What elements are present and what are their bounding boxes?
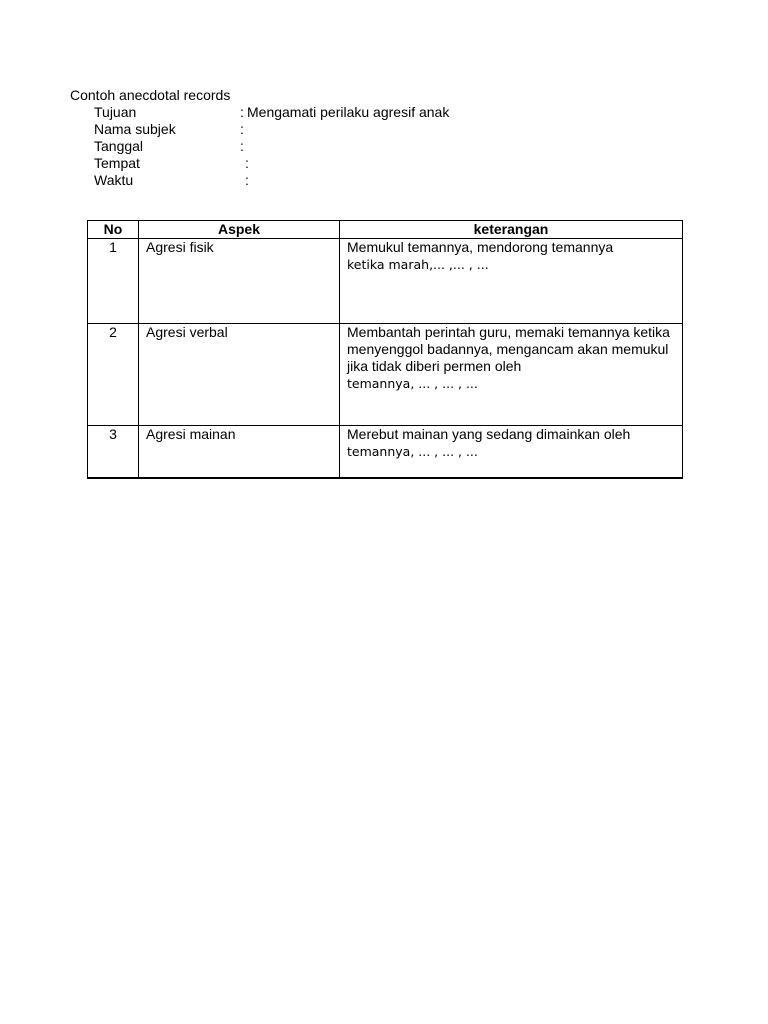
meta-separator: : xyxy=(245,155,249,171)
keterangan-text: Memukul temannya, mendorong temannya xyxy=(347,239,614,255)
keterangan-text: Merebut mainan yang sedang dimainkan oleh xyxy=(347,426,631,442)
meta-label-tujuan: Tujuan xyxy=(94,104,137,120)
anecdotal-records-table xyxy=(87,220,683,479)
meta-separator: : xyxy=(245,172,249,188)
keterangan-continuation: temannya, ... , ... , ... xyxy=(347,444,478,459)
table-row xyxy=(88,426,683,478)
header-keterangan: keterangan xyxy=(340,221,683,239)
meta-separator: : xyxy=(240,121,244,137)
meta-label-nama-subjek: Nama subjek xyxy=(94,121,176,137)
meta-label-tempat: Tempat xyxy=(94,155,140,171)
table-header-row xyxy=(88,221,683,239)
meta-separator: : xyxy=(240,138,244,154)
cell-aspek: Agresi verbal xyxy=(139,324,340,426)
keterangan-text: Membantah perintah guru, memaki temannya ketika menyenggol badannya, mengancam akan memukul jika tidak diberi permen oleh xyxy=(347,324,670,374)
cell-no: 2 xyxy=(88,324,139,426)
keterangan-continuation: temannya, ... , ... , ... xyxy=(347,376,478,391)
meta-label-tanggal: Tanggal xyxy=(94,138,144,154)
keterangan-continuation: ketika marah,... ,... , ... xyxy=(347,257,489,272)
meta-separator: : xyxy=(240,104,244,120)
document-title: Contoh anecdotal records xyxy=(70,87,231,103)
cell-aspek: Agresi fisik xyxy=(139,239,340,324)
cell-no: 3 xyxy=(88,426,139,478)
meta-value-tujuan: Mengamati perilaku agresif anak xyxy=(247,104,450,120)
meta-label-waktu: Waktu xyxy=(94,172,134,188)
header-aspek: Aspek xyxy=(139,221,340,239)
cell-aspek: Agresi mainan xyxy=(139,426,340,478)
table-row xyxy=(88,239,683,324)
header-no: No xyxy=(88,221,139,239)
cell-keterangan xyxy=(340,239,683,324)
cell-keterangan xyxy=(340,426,683,478)
cell-no: 1 xyxy=(88,239,139,324)
cell-keterangan xyxy=(340,324,683,426)
table-row xyxy=(88,324,683,426)
